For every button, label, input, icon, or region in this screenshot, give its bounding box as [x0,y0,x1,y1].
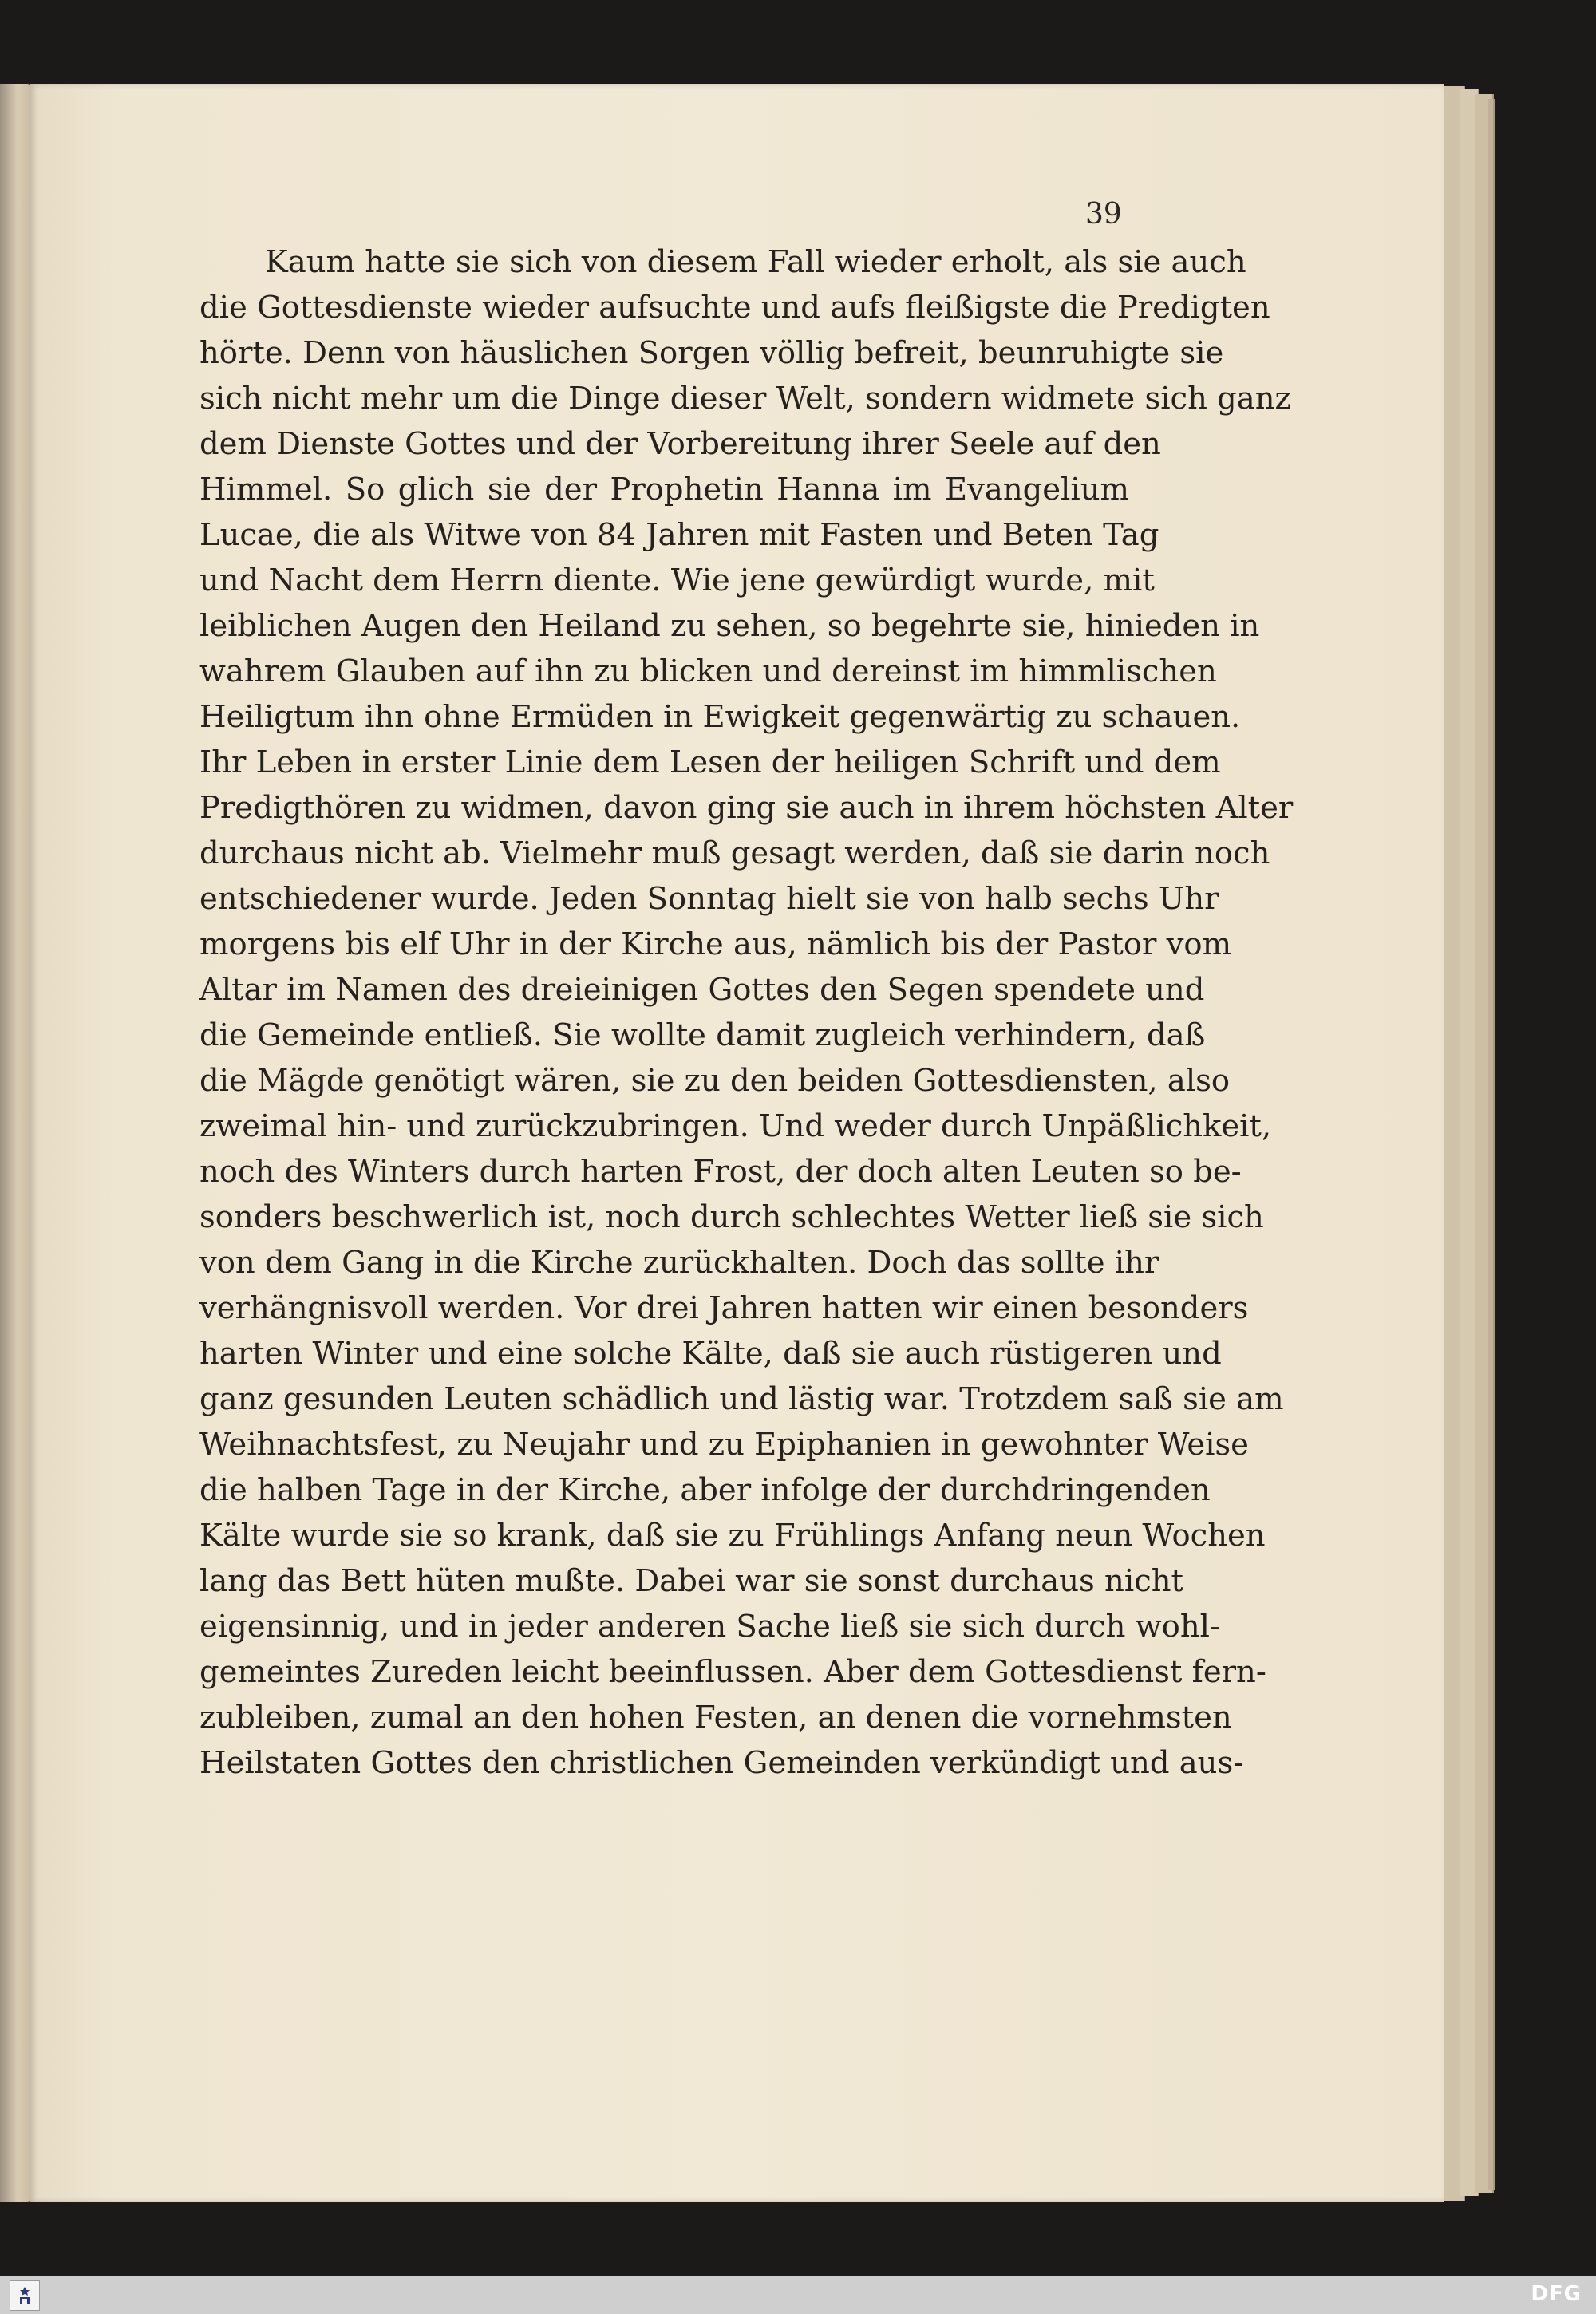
text-line: noch des Winters durch harten Frost, der doch alten Leuten so be- [200,1154,1242,1190]
text-line: die Gemeinde entließ. Sie wollte damit zugleich verhindern, daß [200,1017,1206,1053]
text-line: eigensinnig, und in jeder anderen Sache ließ sie sich durch wohl- [200,1609,1220,1645]
body-text [200,239,1294,1786]
text-line: sich nicht mehr um die Dinge dieser Welt, sondern widmete sich ganz [200,381,1291,417]
text-line: gemeintes Zureden leicht beeinflussen. Aber dem Gottesdienst fern- [200,1654,1266,1690]
text-line: lang das Bett hüten mußte. Dabei war sie sonst durchaus nicht [200,1563,1183,1599]
text-line: Altar im Namen des dreieinigen Gottes den Segen spendete und [200,972,1205,1008]
left-page-edge [0,84,32,2202]
text-line: Predigthören zu widmen, davon ging sie auch in ihrem höchsten Alter [200,790,1294,826]
text-line: morgens bis elf Uhr in der Kirche aus, nämlich bis der Pastor vom [200,926,1232,962]
text-line: ganz gesunden Leuten schädlich und lästig war. Trotzdem saß sie am [200,1381,1284,1417]
text-line: Lucae, die als Witwe von 84 Jahren mit Fasten und Beten Tag [200,517,1159,553]
text-line: die halben Tage in der Kirche, aber infolge der durchdringenden [200,1472,1211,1508]
text-line: Heiligtum ihn ohne Ermüden in Ewigkeit gegenwärtig zu schauen. [200,699,1241,735]
page-number: 39 [1085,198,1122,231]
viewer-footer-bar [0,2276,1596,2314]
text-line: verhängnisvoll werden. Vor drei Jahren hatten wir einen besonders [200,1290,1249,1326]
text-line: zubleiben, zumal an den hohen Festen, an denen die vornehmsten [200,1700,1232,1736]
text-line: leiblichen Augen den Heiland zu sehen, so begehrte sie, hinieden in [200,608,1260,644]
text-line: entschiedener wurde. Jeden Sonntag hielt sie von halb sechs Uhr [200,881,1219,917]
text-line: Himmel. So glich sie der Prophetin Hanna im Evangelium [200,472,1129,507]
text-line: zweimal hin- und zurückzubringen. Und weder durch Unpäßlichkeit, [200,1108,1272,1144]
text-line: Kälte wurde sie so krank, daß sie zu Frühlings Anfang neun Wochen [200,1518,1266,1554]
text-line: die Mägde genötigt wären, sie zu den beiden Gottesdiensten, also [200,1063,1231,1099]
library-crest-icon-shape [16,2285,34,2306]
page-stack-edge [1488,99,1495,2190]
text-line: und Nacht dem Herrn diente. Wie jene gewürdigt wurde, mit [200,563,1155,598]
text-line: Heilstaten Gottes den christlichen Gemeinden verkündigt und aus- [200,1745,1244,1781]
text-line: harten Winter und eine solche Kälte, daß sie auch rüstigeren und [200,1336,1222,1372]
library-crest-icon [10,2280,40,2311]
text-line: Weihnachtsfest, zu Neujahr und zu Epiphanien in gewohnter Weise [200,1427,1249,1463]
text-line: hörte. Denn von häuslichen Sorgen völlig befreit, beunruhigte sie [200,335,1224,371]
text-line: durchaus nicht ab. Vielmehr muß gesagt werden, daß sie darin noch [200,835,1270,871]
text-line: Ihr Leben in erster Linie dem Lesen der heiligen Schrift und dem [200,744,1221,780]
dfg-logo: DFG [1531,2282,1582,2306]
text-line: die Gottesdienste wieder aufsuchte und aufs fleißigste die Predigten [200,290,1270,326]
text-line: Kaum hatte sie sich von diesem Fall wieder erholt, als sie auch [265,244,1246,280]
text-line: wahrem Glauben auf ihn zu blicken und dereinst im himmlischen [200,654,1217,689]
text-line: sonders beschwerlich ist, noch durch schlechtes Wetter ließ sie sich [200,1199,1264,1235]
text-line: von dem Gang in die Kirche zurückhalten. Doch das sollte ihr [200,1245,1159,1281]
text-line: dem Dienste Gottes und der Vorbereitung ihrer Seele auf den [200,426,1161,462]
